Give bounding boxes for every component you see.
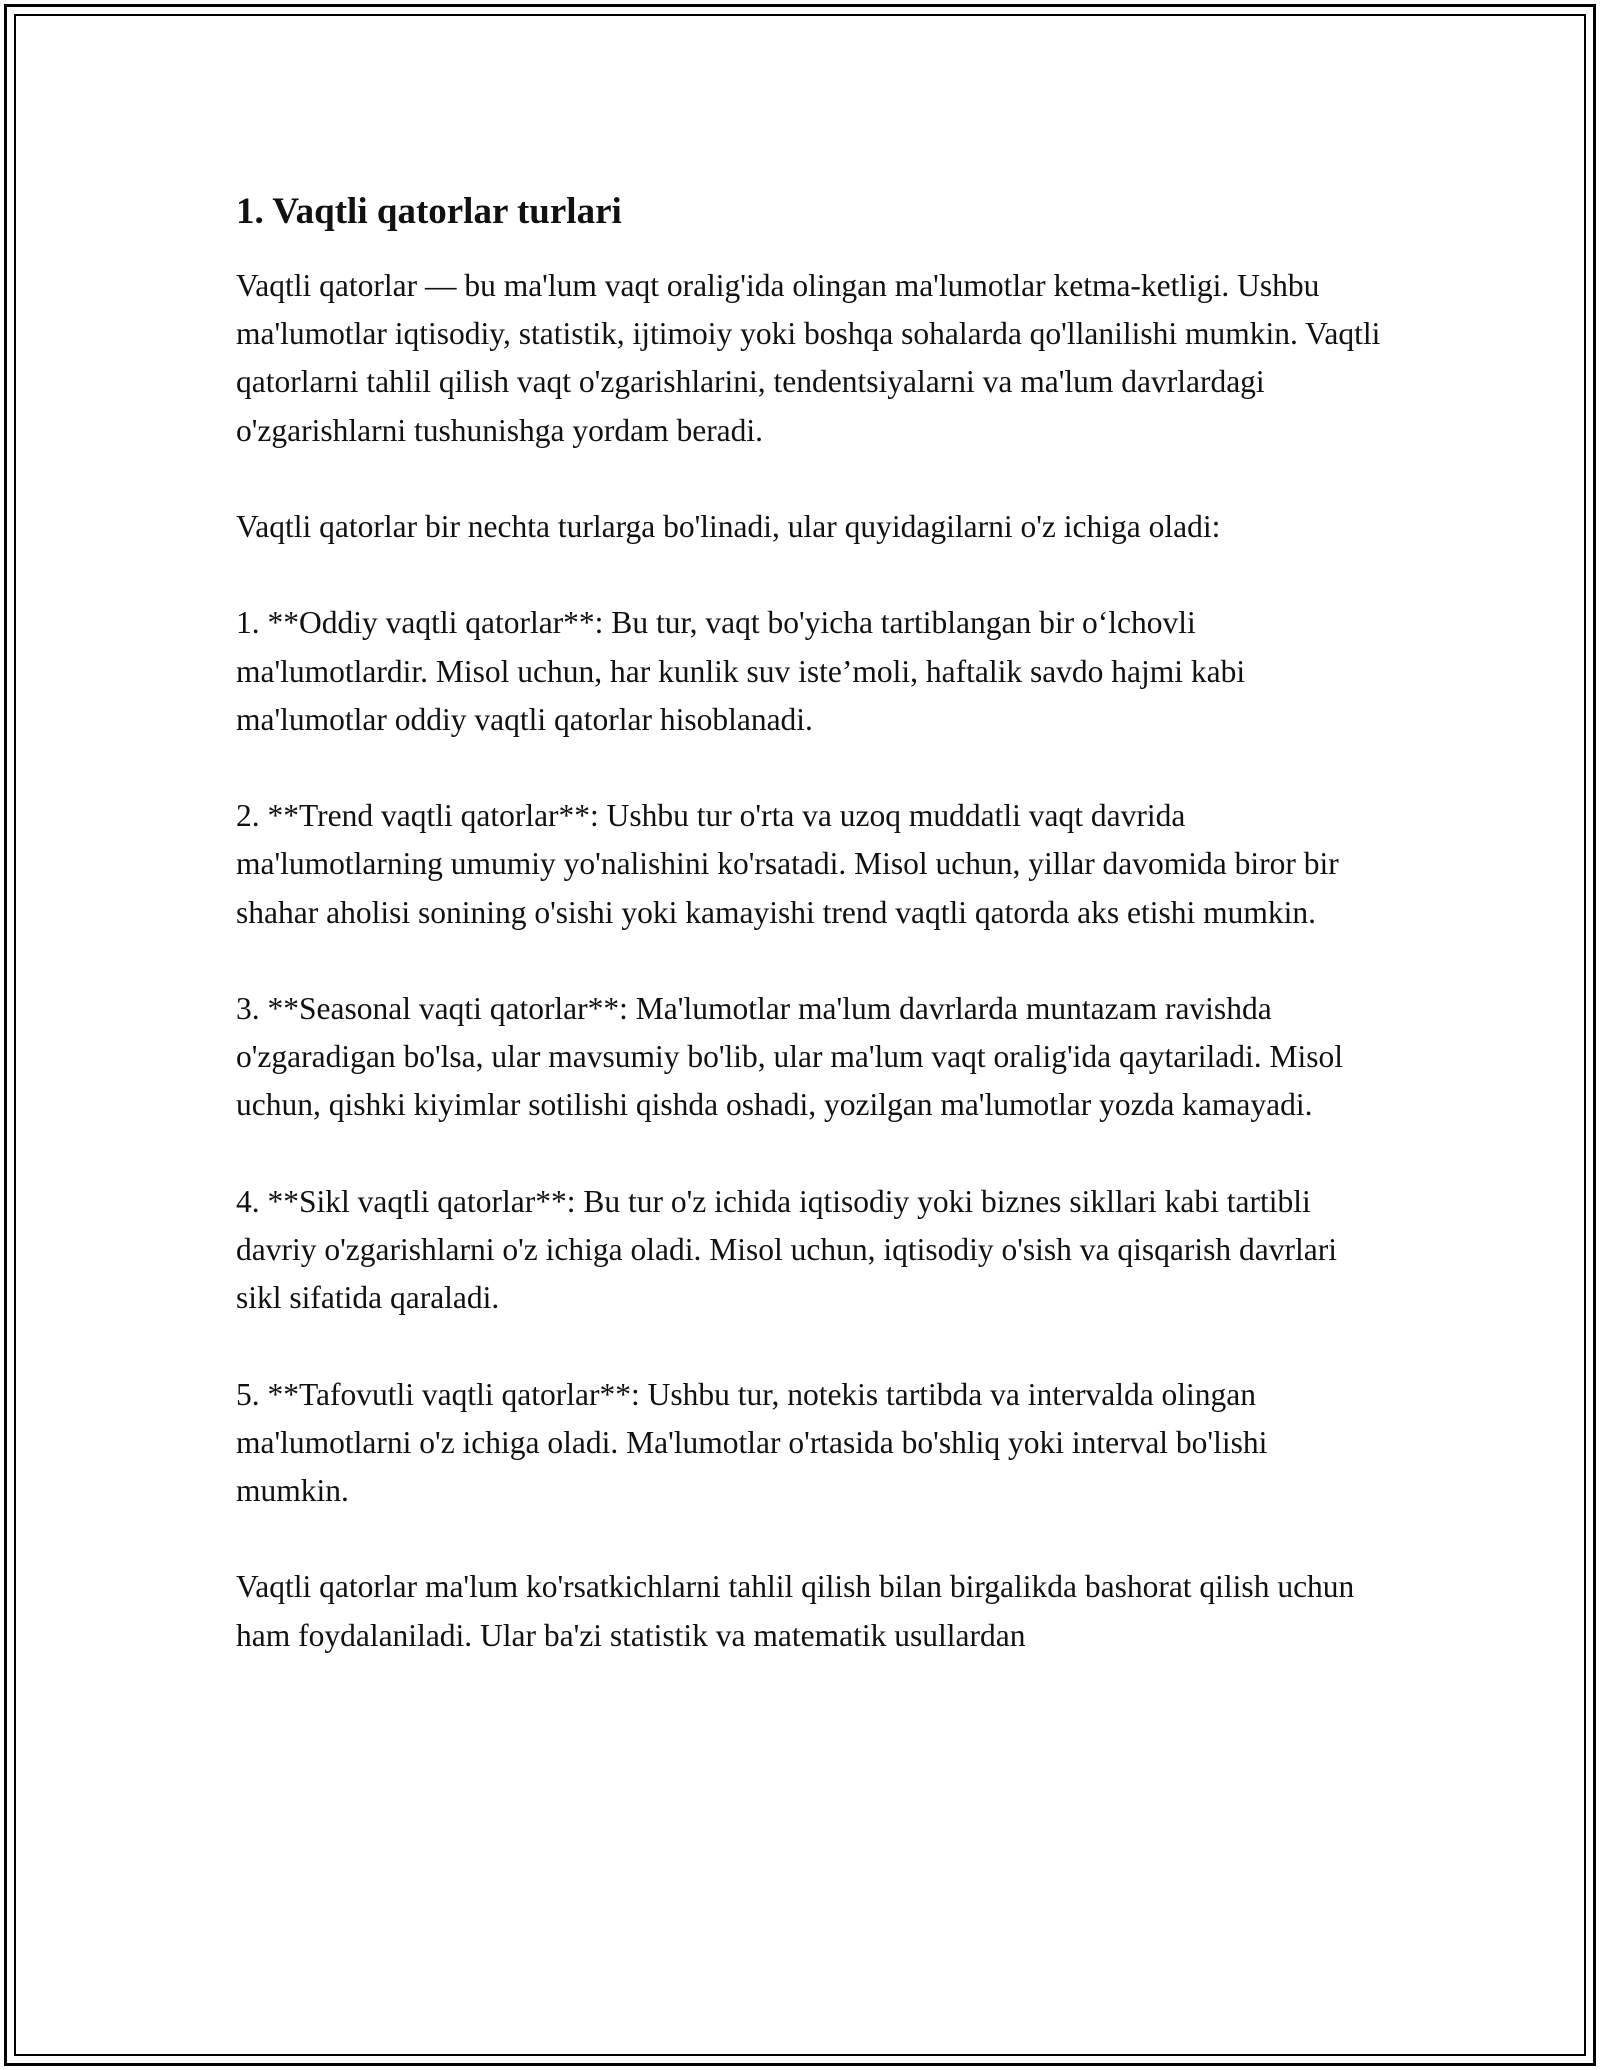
- section-heading: 1. Vaqtli qatorlar turlari: [236, 191, 622, 232]
- list-item-cycle: 4. **Sikl vaqtli qatorlar**: Bu tur o'z ichida iqtisodiy yoki biznes sikllari kabi tartibli davriy o'zgarishlarni o'z ichiga oladi. Misol uchun, iqtisodiy o'sish va qisqarish davrlari sikl sifatida qaraladi.: [236, 1183, 1337, 1316]
- list-item-irregular: 5. **Tafovutli vaqtli qatorlar**: Ushbu tur, notekis tartibda va intervalda olingan ma'lumotlarni o'z ichiga oladi. Ma'lumotlar o'rtasida bo'shliq yoki interval bo'lishi mumkin.: [236, 1376, 1268, 1508]
- list-item-simple: 1. **Oddiy vaqtli qatorlar**: Bu tur, vaqt bo'yicha tartiblangan bir o‘lchovli ma'lumotlardir. Misol uchun, har kunlik suv iste’moli, haftalik savdo hajmi kabi ma'lumotlar oddiy vaqtli qatorlar hisoblanadi.: [236, 605, 1246, 737]
- document-body: [236, 184, 1386, 1660]
- list-item-trend: 2. **Trend vaqtli qatorlar**: Ushbu tur o'rta va uzoq muddatli vaqt davrida ma'lumotlarning umumiy yo'nalishini ko'rsatadi. Misol uchun, yillar davomida biror bir shahar aholisi sonining o'sishi yoki kamayishi trend vaqtli qatorda aks etishi mumkin.: [236, 798, 1339, 930]
- closing-paragraph: Vaqtli qatorlar ma'lum ko'rsatkichlarni tahlil qilish bilan birgalikda bashorat qilish uchun ham foydalaniladi. Ular ba'zi statistik va matematik usullardan: [236, 1569, 1355, 1653]
- types-intro-paragraph: Vaqtli qatorlar bir nechta turlarga bo'linadi, ular quyidagilarni o'z ichiga oladi:: [236, 509, 1221, 544]
- intro-paragraph: Vaqtli qatorlar — bu ma'lum vaqt oralig'ida olingan ma'lumotlar ketma-ketligi. Ushbu ma'lumotlar iqtisodiy, statistik, ijtimoiy yoki boshqa sohalarda qo'llanilishi mumkin. Vaqtli qatorlarni tahlil qilish vaqt o'zgarishlarini, tendentsiyalarni va ma'lum davrlardagi o'zgarishlarni tushunishga yordam beradi.: [236, 268, 1381, 448]
- list-item-seasonal: 3. **Seasonal vaqti qatorlar**: Ma'lumotlar ma'lum davrlarda muntazam ravishda o'zgaradigan bo'lsa, ular mavsumiy bo'lib, ular ma'lum vaqt oralig'ida qaytariladi. Misol uchun, qishki kiyimlar sotilishi qishda oshadi, yozilgan ma'lumotlar yozda kamayadi.: [236, 990, 1343, 1123]
